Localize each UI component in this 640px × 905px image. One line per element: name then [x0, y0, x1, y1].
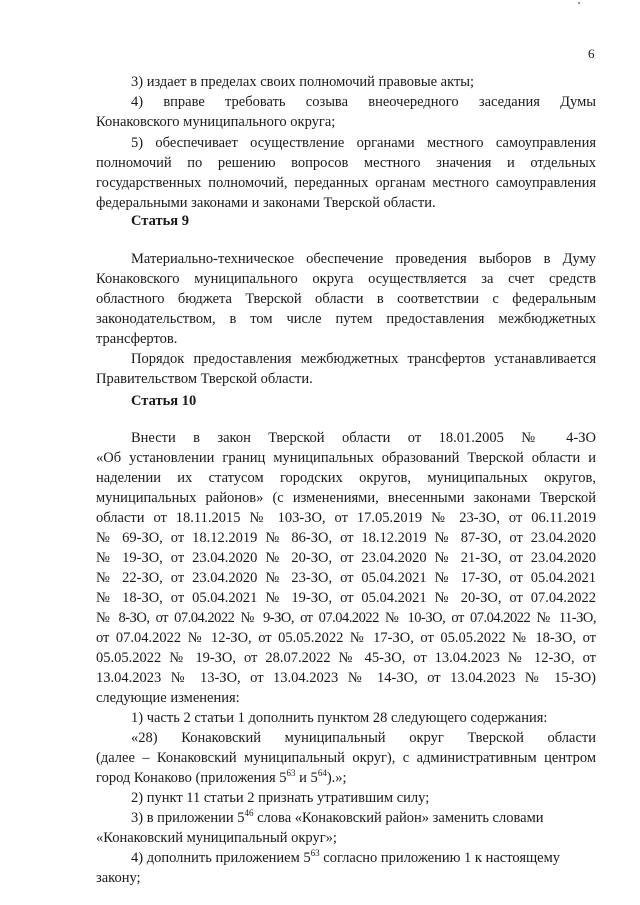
- paragraph-line: «Конаковский муниципальный округ»;: [96, 830, 337, 846]
- paragraph-line: Порядок предоставления межбюджетных трансфертов устанавливается: [131, 351, 596, 367]
- paragraph-line: № 8-ЗО, от 07.04.2022 № 9-ЗО, от 07.04.2022 № 10-ЗО, от 07.04.2022 № 11-ЗО,: [96, 610, 596, 626]
- paragraph-line: областного бюджета Тверской области в соответствии с федеральным: [96, 291, 596, 307]
- page-number: 6: [588, 46, 595, 61]
- paragraph-line: Внести в закон Тверской области от 18.01.2005 № 4-ЗО: [131, 430, 596, 446]
- paragraph-line: государственных полномочий, переданных органам местного самоуправления: [96, 175, 596, 191]
- paragraph-line: «28) Конаковский муниципальный округ Тверской области: [131, 730, 596, 746]
- paragraph-line: Материально-техническое обеспечение проведения выборов в Думу: [131, 251, 596, 267]
- paragraph-line: области от 18.11.2015 № 103-ЗО, от 17.05.2019 № 23-ЗО, от 06.11.2019: [96, 510, 596, 526]
- paragraph-line: «Об установлении границ муниципальных образований Тверской области и: [96, 450, 596, 466]
- paragraph-line: следующие изменения:: [96, 690, 240, 706]
- paragraph-line: Конаковского муниципального округа;: [96, 114, 336, 130]
- paragraph-line: 3) издает в пределах своих полномочий правовые акты;: [131, 74, 475, 90]
- paragraph-line: законодательством, в том числе путем предоставления межбюджетных: [96, 311, 596, 327]
- paragraph-line: 3) в приложении $5^{46}$ слова «Конаковский район» заменить словами: [131, 808, 544, 826]
- paragraph-line: 4) дополнить приложением $5^{63}$ согласно приложению 1 к настоящему: [131, 848, 561, 866]
- paragraph-line: город Конаково (приложения $5^{63}$ и $5^{64}$).»;: [96, 768, 347, 786]
- paragraph-line: наделении их статусом городских округов, муниципальных округов,: [96, 470, 596, 486]
- paragraph-line: от 07.04.2022 № 12-ЗО, от 05.05.2022 № 17-ЗО, от 05.05.2022 № 18-ЗО, от: [96, 630, 596, 646]
- paragraph-line: трансфертов.: [96, 331, 178, 347]
- paragraph-line: № 18-ЗО, от 05.04.2021 № 19-ЗО, от 05.04.2021 № 20-ЗО, от 07.04.2022: [96, 590, 596, 606]
- paragraph-line: (далее – Конаковский муниципальный округ), с административным центром: [96, 750, 596, 766]
- paragraph-line: полномочий по решению вопросов местного значения и отдельных: [96, 155, 596, 171]
- paragraph-line: Конаковского муниципального округа осуществляется за счет средств: [96, 271, 596, 287]
- paragraph-line: 4) вправе требовать созыва внеочередного заседания Думы: [131, 94, 596, 110]
- paragraph-line: 13.04.2023 № 13-ЗО, от 13.04.2023 № 14-ЗО, от 13.04.2023 № 15-ЗО): [96, 670, 596, 686]
- paragraph-line: № 69-ЗО, от 18.12.2019 № 86-ЗО, от 18.12.2019 № 87-ЗО, от 23.04.2020: [96, 530, 596, 546]
- article-9-heading: Статья 9: [131, 213, 189, 229]
- paragraph-line: федеральными законами и законами Тверской области.: [96, 195, 436, 211]
- paragraph-line: закону;: [96, 870, 141, 886]
- paragraph-line: 2) пункт 11 статьи 2 признать утратившим силу;: [131, 790, 430, 806]
- paragraph-line: 05.05.2022 № 19-ЗО, от 28.07.2022 № 45-ЗО, от 13.04.2023 № 12-ЗО, от: [96, 650, 596, 666]
- paragraph-line: № 22-ЗО, от 23.04.2020 № 23-ЗО, от 05.04.2021 № 17-ЗО, от 05.04.2021: [96, 570, 596, 586]
- scan-mark: [578, 2, 580, 4]
- paragraph-line: Правительством Тверской области.: [96, 371, 313, 387]
- paragraph-line: муниципальных районов» (с изменениями, внесенными законами Тверской: [96, 490, 596, 506]
- article-10-heading: Статья 10: [131, 393, 197, 409]
- paragraph-line: 1) часть 2 статьи 1 дополнить пунктом 28 следующего содержания:: [131, 710, 548, 726]
- paragraph-line: № 19-ЗО, от 23.04.2020 № 20-ЗО, от 23.04.2020 № 21-ЗО, от 23.04.2020: [96, 550, 596, 566]
- paragraph-line: 5) обеспечивает осуществление органами местного самоуправления: [131, 135, 596, 151]
